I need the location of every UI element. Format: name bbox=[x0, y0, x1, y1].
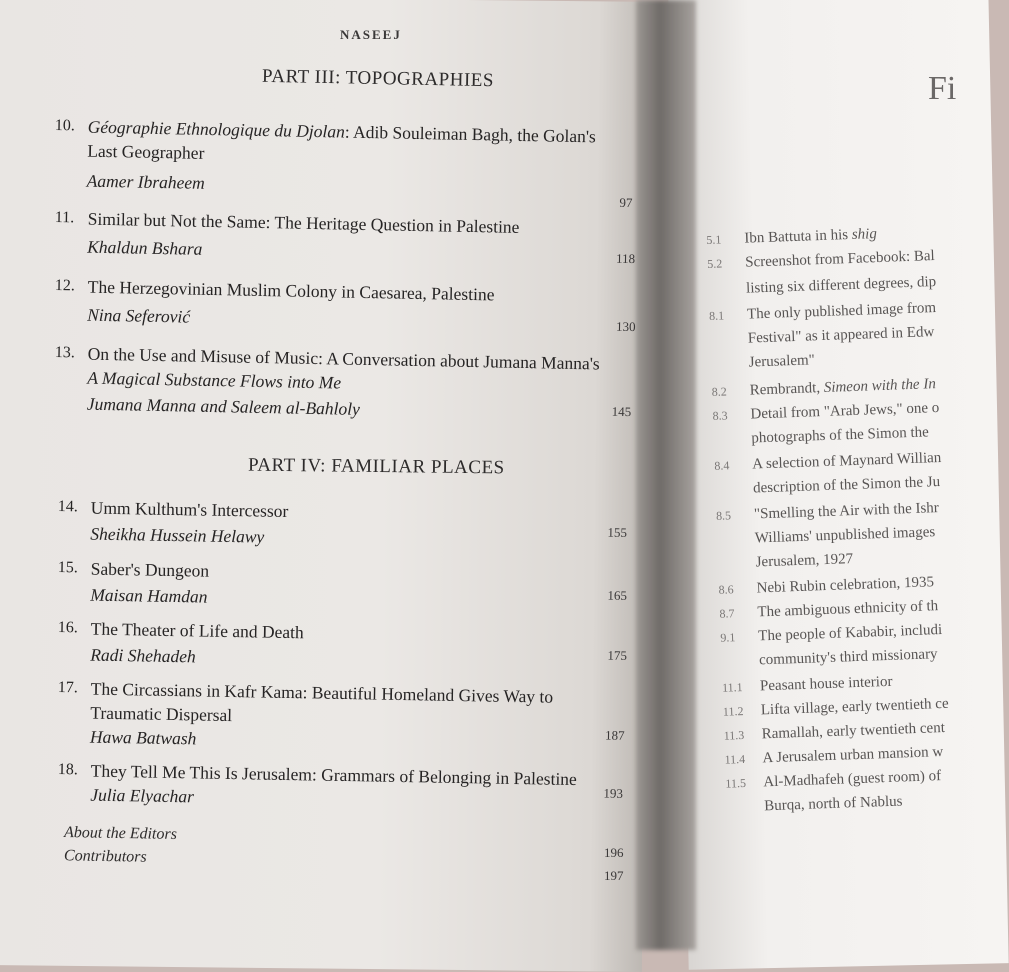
figure-number bbox=[711, 367, 749, 368]
entry-number: 13. bbox=[54, 343, 75, 362]
figure-number: 8.5 bbox=[715, 508, 732, 523]
entry-title: The Herzegovinian Muslim Colony in Caesarea, Palestine bbox=[87, 276, 495, 305]
figure-caption: The people of Kababir, includi bbox=[758, 622, 943, 645]
entry-page: 193 bbox=[603, 785, 624, 801]
back-matter-page: 196 bbox=[604, 845, 624, 860]
entry-title: Similar but Not the Same: The Heritage Question in Palestine bbox=[87, 208, 520, 237]
figure-caption: Jerusalem" bbox=[748, 352, 816, 371]
figure-caption: Nebi Rubin celebration, 1935 bbox=[756, 574, 935, 597]
back-matter-page: 197 bbox=[604, 868, 624, 883]
figure-entry bbox=[717, 547, 853, 576]
entry-author: Jumana Manna and Saleem al-Bahloly bbox=[86, 393, 361, 419]
entry-author: Aamer Ibraheem bbox=[86, 170, 205, 193]
figure-caption: Al-Madhafeh (guest room) of bbox=[763, 768, 942, 791]
entry-number: 14. bbox=[57, 497, 78, 516]
figure-caption: photographs of the Simon the bbox=[751, 424, 930, 447]
figure-number: 8.1 bbox=[708, 308, 725, 323]
entry-page: 118 bbox=[615, 250, 636, 267]
figure-number bbox=[726, 810, 764, 811]
entry-number: 18. bbox=[57, 760, 78, 779]
figure-number: 5.1 bbox=[706, 232, 722, 247]
back-matter-item: Contributors bbox=[63, 847, 147, 866]
entry-page: 165 bbox=[607, 587, 628, 603]
entry-author: Maisan Hamdan bbox=[90, 584, 208, 607]
entry-number: 12. bbox=[54, 276, 75, 295]
entry-author: Julia Elyachar bbox=[90, 784, 195, 807]
figure-caption: Williams' unpublished images bbox=[754, 524, 936, 547]
figure-number: 8.2 bbox=[711, 384, 727, 399]
figure-caption: Jerusalem, 1927 bbox=[755, 551, 854, 571]
figure-number bbox=[721, 664, 759, 665]
figure-caption: Screenshot from Facebook: Bal bbox=[744, 248, 935, 271]
entry-title-cont: Last Geographer bbox=[87, 140, 205, 163]
entry-title: On the Use and Misuse of Music: A Conversation about Jumana Manna's bbox=[87, 343, 600, 374]
entry-page: 130 bbox=[615, 318, 636, 335]
figure-caption: community's third missionary bbox=[758, 646, 938, 669]
figure-caption: A selection of Maynard Willian bbox=[752, 449, 942, 473]
figure-caption: Festival" as it appeared in Edw bbox=[747, 324, 935, 347]
figure-caption: "Smelling the Air with the Ishr bbox=[753, 500, 940, 523]
figure-caption: listing six different degrees, dip bbox=[745, 274, 937, 297]
figure-entry bbox=[710, 348, 815, 376]
figure-caption: The ambiguous ethnicity of th bbox=[757, 598, 939, 621]
entry-title: The Circassians in Kafr Kama: Beautiful Homeland Gives Way to bbox=[90, 678, 554, 707]
figure-number: 11.4 bbox=[724, 751, 746, 767]
entry-number: 16. bbox=[57, 618, 78, 637]
entry-title-cont: Traumatic Dispersal bbox=[90, 702, 233, 726]
entry-author: Nina Seferović bbox=[87, 304, 191, 327]
figure-entry bbox=[726, 790, 903, 820]
entry-number: 15. bbox=[57, 558, 78, 577]
entry-page: 175 bbox=[607, 647, 628, 663]
entry-title-cont: A Magical Substance Flows into Me bbox=[87, 367, 342, 393]
entry-page: 187 bbox=[604, 727, 625, 743]
entry-author: Hawa Batwash bbox=[89, 726, 197, 749]
figure-number: 11.5 bbox=[725, 775, 747, 791]
entry-title: The Theater of Life and Death bbox=[90, 618, 304, 643]
figure-caption: description of the Simon the Ju bbox=[752, 473, 941, 497]
figure-caption: A Jerusalem urban mansion w bbox=[762, 744, 944, 767]
entry-author: Radi Shehadeh bbox=[90, 644, 196, 667]
figure-number bbox=[717, 542, 755, 543]
figure-number: 9.1 bbox=[720, 630, 736, 645]
figure-number: 8.4 bbox=[714, 458, 730, 473]
figure-caption: Detail from "Arab Jews," one o bbox=[750, 399, 940, 423]
figure-number bbox=[714, 443, 752, 444]
figure-number: 11.3 bbox=[723, 727, 745, 743]
entry-title: Géographie Ethnologique du Djolan: Adib Souleiman Bagh, the Golan's bbox=[87, 116, 597, 147]
entry-page: 145 bbox=[611, 403, 632, 420]
figure-caption: Rembrandt, Simeon with the In bbox=[749, 376, 937, 399]
figure-number bbox=[715, 493, 753, 494]
part-heading: PART III: TOPOGRAPHIES bbox=[261, 65, 495, 92]
figure-caption: Lifta village, early twentieth ce bbox=[760, 695, 949, 719]
figure-caption: Ibn Battuta in his shig bbox=[744, 226, 878, 247]
figure-number bbox=[718, 566, 756, 567]
figure-number: 8.3 bbox=[712, 408, 728, 423]
figure-number: 11.1 bbox=[721, 680, 743, 695]
entry-title: Saber's Dungeon bbox=[90, 558, 210, 581]
entry-author: Sheikha Hussein Helawy bbox=[90, 523, 265, 547]
figure-number: 8.7 bbox=[719, 606, 735, 621]
back-matter-item: About the Editors bbox=[63, 824, 178, 843]
page-title-fragment: Fi bbox=[928, 70, 957, 107]
entry-number: 17. bbox=[57, 678, 78, 697]
entry-title: They Tell Me This Is Jerusalem: Grammars of Belonging in Palestine bbox=[90, 760, 577, 790]
entry-page: 155 bbox=[607, 524, 628, 540]
figure-number: 11.2 bbox=[722, 703, 744, 719]
figure-caption: Burqa, north of Nablus bbox=[763, 793, 903, 815]
part-heading: PART IV: FAMILIAR PLACES bbox=[247, 454, 505, 479]
entry-page: 97 bbox=[619, 194, 633, 211]
figure-caption: Ramallah, early twentieth cent bbox=[761, 719, 946, 743]
figure-number: 8.6 bbox=[718, 582, 734, 597]
figure-caption: The only published image from bbox=[746, 300, 937, 323]
figure-caption: Peasant house interior bbox=[759, 673, 893, 695]
entry-number: 11. bbox=[54, 208, 75, 227]
figure-number bbox=[710, 343, 748, 344]
entry-number: 10. bbox=[54, 116, 75, 135]
running-head: NASEEJ bbox=[340, 27, 402, 42]
entry-author: Khaldun Bshara bbox=[87, 236, 203, 259]
figure-number bbox=[708, 293, 746, 294]
entry-title: Umm Kulthum's Intercessor bbox=[90, 497, 289, 522]
figure-number: 5.2 bbox=[707, 256, 723, 271]
